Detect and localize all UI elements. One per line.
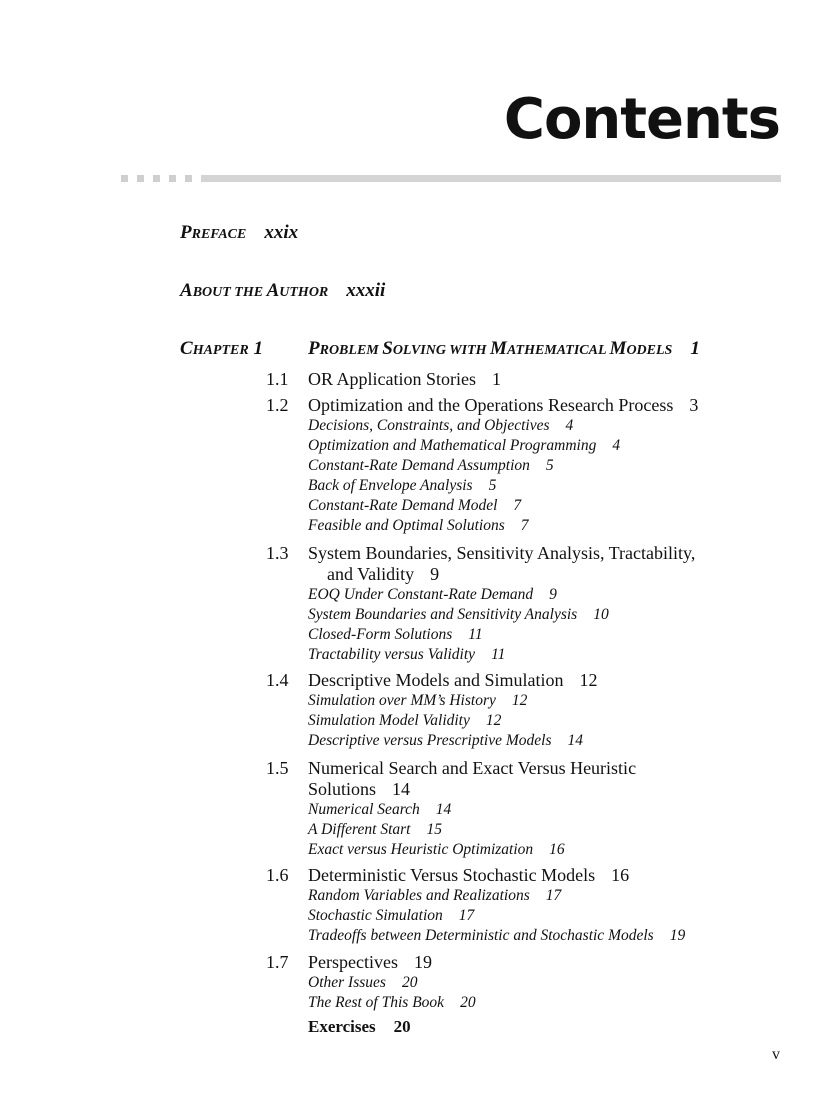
subsection-page: 17 — [458, 907, 475, 924]
subsection-title: Other Issues — [308, 974, 386, 991]
subsection-title: Random Variables and Realizations — [308, 887, 530, 904]
entry-initial: A — [266, 280, 280, 301]
subsection-page: 15 — [426, 821, 442, 838]
subsection-page: 5 — [545, 457, 554, 474]
section-title: Perspectives — [308, 952, 398, 972]
rule-dot — [169, 175, 176, 182]
subsection-page: 7 — [513, 497, 522, 514]
chapter-page: 1 — [690, 338, 700, 359]
toc-section[interactable] — [266, 369, 501, 390]
toc-subsection[interactable] — [308, 606, 609, 624]
toc-subsection[interactable] — [308, 974, 417, 992]
toc-section-continued[interactable] — [308, 564, 439, 585]
subsection-title: System Boundaries and Sensitivity Analysis — [308, 606, 578, 623]
section-page: 1 — [492, 369, 501, 389]
subsection-page: 5 — [488, 477, 497, 494]
subsection-title: Feasible and Optimal Solutions — [308, 517, 505, 534]
toc-subsection[interactable] — [308, 646, 505, 664]
entry-label: REFACE — [191, 227, 247, 242]
toc-section[interactable] — [266, 395, 699, 416]
entry-initial: P — [180, 222, 192, 243]
subsection-title: Constant-Rate Demand Assumption — [308, 457, 530, 474]
toc-subsection[interactable] — [308, 821, 442, 839]
toc-section[interactable] — [266, 865, 630, 886]
subsection-page: 7 — [520, 517, 529, 534]
section-page: 16 — [611, 865, 630, 885]
toc-entry-exercises[interactable] — [308, 1017, 411, 1037]
page-number: v — [772, 1046, 780, 1063]
subsection-title: A Different Start — [308, 821, 411, 838]
subsection-page: 4 — [565, 417, 574, 434]
toc-subsection[interactable] — [308, 457, 554, 475]
subsection-title: Tractability versus Validity — [308, 646, 476, 663]
subsection-title: The Rest of This Book — [308, 994, 445, 1011]
section-page: 9 — [430, 564, 440, 584]
section-number: 1.2 — [266, 395, 289, 415]
rule-dot — [137, 175, 144, 182]
entry-label: BOUT THE — [192, 285, 267, 300]
subsection-title: EOQ Under Constant-Rate Demand — [308, 586, 534, 603]
chapter-title: PROBLEM SOLVING WITH MATHEMATICAL MODELS 1 — [308, 338, 700, 359]
rule-dot — [185, 175, 192, 182]
toc-subsection[interactable] — [308, 712, 501, 730]
exercises-page: 20 — [393, 1017, 411, 1036]
subsection-page: 19 — [669, 927, 686, 944]
subsection-title: Exact versus Heuristic Optimization — [308, 841, 534, 858]
section-title: Optimization and the Operations Research Process — [308, 395, 674, 415]
toc-subsection[interactable] — [308, 801, 451, 819]
toc-section[interactable] — [266, 670, 598, 691]
toc-section[interactable] — [266, 758, 637, 779]
subsection-title: Simulation Model Validity — [308, 712, 470, 729]
entry-initial: A — [180, 280, 193, 301]
exercises-label: Exercises — [308, 1017, 376, 1036]
toc-subsection[interactable] — [308, 927, 685, 945]
toc-section[interactable] — [266, 952, 432, 973]
toc-subsection[interactable] — [308, 907, 474, 925]
subsection-title: Optimization and Mathematical Programming — [308, 437, 597, 454]
subsection-title: Simulation over MM’s History — [308, 692, 496, 709]
section-title: Deterministic Versus Stochastic Models — [308, 865, 596, 885]
section-number: 1.3 — [266, 543, 289, 563]
toc-subsection[interactable] — [308, 517, 529, 535]
section-number: 1.6 — [266, 865, 289, 885]
subsection-page: 16 — [549, 841, 565, 858]
subsection-title: Stochastic Simulation — [308, 907, 443, 924]
subsection-page: 20 — [401, 974, 418, 991]
subsection-page: 17 — [545, 887, 562, 904]
section-title: OR Application Stories — [308, 369, 476, 389]
subsection-title: Back of Envelope Analysis — [308, 477, 473, 494]
subsection-page: 20 — [460, 994, 476, 1011]
section-title-continued: Solutions — [308, 779, 377, 799]
toc-subsection[interactable] — [308, 477, 496, 495]
page-title: Contents — [503, 87, 780, 152]
subsection-title: Decisions, Constraints, and Objectives — [308, 417, 550, 434]
section-number: 1.1 — [266, 369, 289, 389]
section-title: Numerical Search and Exact Versus Heuristic — [308, 758, 637, 778]
subsection-page: 11 — [491, 646, 506, 663]
toc-subsection[interactable] — [308, 732, 583, 750]
toc-subsection[interactable] — [308, 417, 573, 435]
section-page: 12 — [579, 670, 598, 690]
subsection-page: 14 — [567, 732, 583, 749]
section-page: 19 — [413, 952, 432, 972]
subsection-page: 9 — [549, 586, 557, 603]
subsection-page: 12 — [485, 712, 502, 729]
toc-subsection[interactable] — [308, 887, 561, 905]
subsection-title: Numerical Search — [308, 801, 420, 818]
toc-subsection[interactable] — [308, 841, 565, 859]
subsection-page: 14 — [435, 801, 452, 818]
subsection-page: 10 — [593, 606, 609, 623]
section-page: 14 — [392, 779, 411, 799]
subsection-title: Tradeoffs between Deterministic and Stochastic Models — [308, 927, 654, 944]
section-number: 1.5 — [266, 758, 289, 778]
toc-section[interactable] — [266, 543, 696, 564]
toc-entry-preface[interactable] — [180, 222, 298, 244]
chapter-label: CHAPTER 1 — [180, 338, 263, 359]
toc-subsection[interactable] — [308, 994, 476, 1012]
subsection-page: 12 — [511, 692, 528, 709]
toc-subsection[interactable] — [308, 692, 527, 710]
section-number: 1.7 — [266, 952, 289, 972]
subsection-title: Constant-Rate Demand Model — [308, 497, 498, 514]
rule-dot — [121, 175, 128, 182]
entry-page: xxxii — [346, 280, 386, 301]
entry-page: xxix — [264, 222, 299, 243]
section-title-continued: and Validity — [327, 564, 415, 584]
subsection-title: Closed-Form Solutions — [308, 626, 453, 643]
toc-subsection[interactable] — [308, 626, 483, 644]
rule-dot — [153, 175, 160, 182]
rule-bar — [201, 175, 781, 182]
toc-entry-about-author[interactable] — [180, 280, 385, 302]
subsection-page: 4 — [612, 437, 621, 454]
section-number: 1.4 — [266, 670, 289, 690]
toc-subsection[interactable] — [308, 586, 557, 604]
subsection-title: Descriptive versus Prescriptive Models — [308, 732, 552, 749]
subsection-page: 11 — [468, 626, 483, 643]
section-title: System Boundaries, Sensitivity Analysis, Tractability, — [308, 543, 696, 563]
section-page: 3 — [689, 395, 699, 415]
entry-label: UTHOR — [279, 285, 329, 300]
toc-section-continued[interactable] — [308, 779, 410, 800]
toc-subsection[interactable] — [308, 437, 620, 455]
toc-subsection[interactable] — [308, 497, 521, 515]
section-title: Descriptive Models and Simulation — [308, 670, 564, 690]
